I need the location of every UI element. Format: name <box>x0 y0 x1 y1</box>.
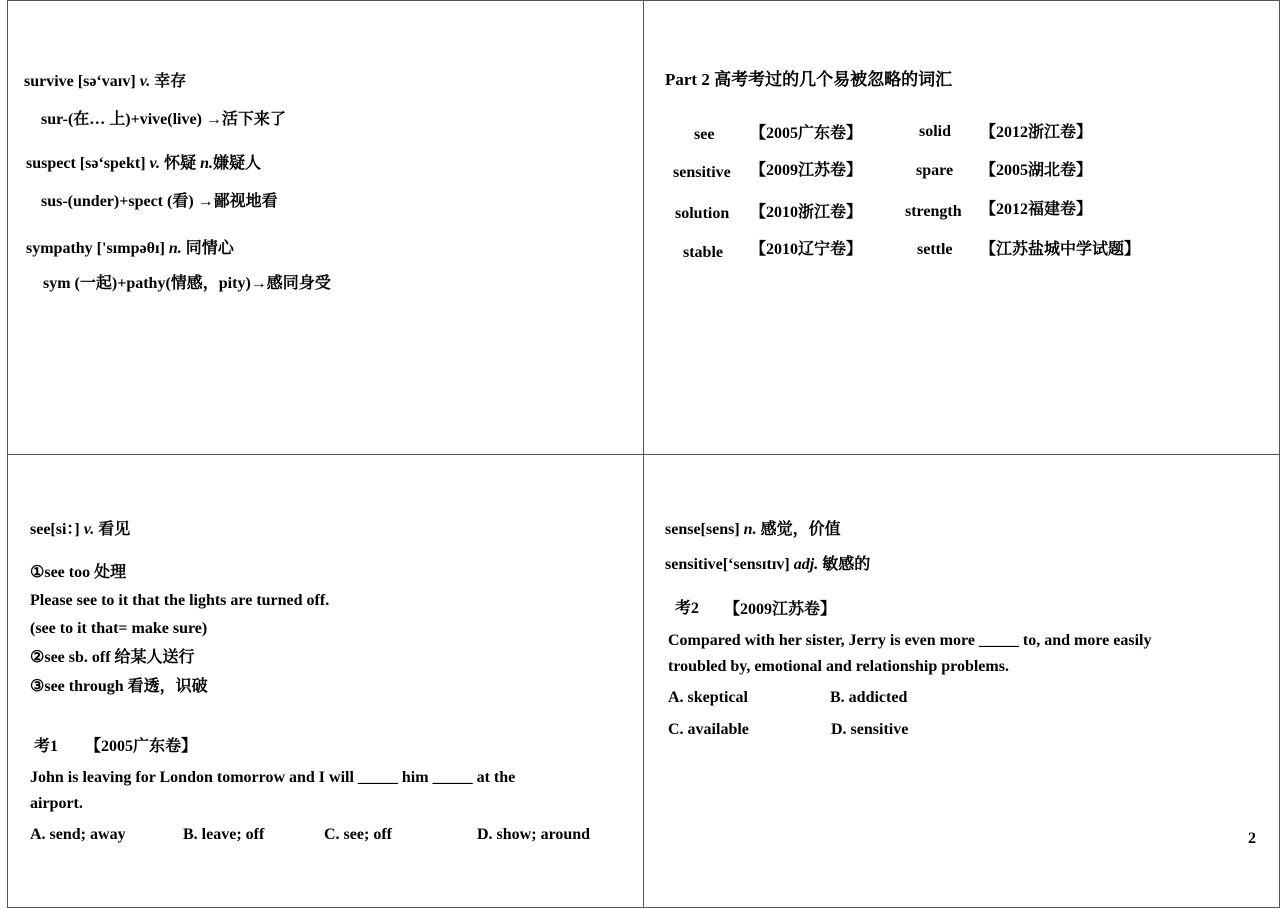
part-of-speech: adj. <box>793 556 819 573</box>
answer-option: D. show; around <box>477 826 591 843</box>
entry-headword: sensitive[‘sensɪtɪv] <box>665 556 794 573</box>
etymology-sympathy: sym (一起)+pathy(情感，pity)→感同身受 <box>43 275 331 292</box>
slide-title: Part 2 高考考过的几个易被忽略的词汇 <box>665 70 953 89</box>
part-of-speech: n. <box>168 240 182 257</box>
entry-headword: sense[sens] <box>665 521 744 538</box>
part-of-speech: v. <box>149 155 161 172</box>
word-list-source: 【江苏盐城中学试题】 <box>980 241 1141 258</box>
exam-source: 【2005广东卷】 <box>85 738 198 755</box>
entry-sensitive <box>665 555 870 575</box>
usage-line: Please see to it that the lights are turned off. <box>30 592 330 609</box>
entry-headword: see[si：] <box>30 521 84 538</box>
answer-option: A. skeptical <box>668 689 748 706</box>
word-list-source: 【2012浙江卷】 <box>980 124 1093 141</box>
exam-label: 考1 <box>34 738 59 755</box>
word-list-source: 【2005广东卷】 <box>750 125 863 142</box>
page-number: 2 <box>1248 830 1256 847</box>
word-list-item: settle <box>917 241 953 258</box>
word-list-item: sensitive <box>673 164 731 181</box>
usage-line: (see to it that= make sure) <box>30 620 208 637</box>
answer-option: D. sensitive <box>831 721 909 738</box>
word-list-source: 【2010辽宁卷】 <box>750 241 863 258</box>
part-of-speech: v. <box>139 73 151 90</box>
part-of-speech: n. <box>200 155 213 172</box>
word-list-item: solid <box>919 123 952 140</box>
part-of-speech: v. <box>83 521 95 538</box>
question-text: troubled by, emotional and relationship problems. <box>668 658 1009 675</box>
word-list-source: 【2012福建卷】 <box>980 201 1093 218</box>
question-text: John is leaving for London tomorrow and I will _____ him _____ at the <box>30 769 516 786</box>
entry-sense <box>665 520 841 540</box>
exam-source: 【2009江苏卷】 <box>724 601 837 618</box>
entry-sympathy <box>26 239 234 259</box>
answer-option: C. see; off <box>324 826 392 843</box>
question-text: airport. <box>30 795 83 812</box>
word-list-item: see <box>694 126 715 143</box>
word-list-source: 【2009江苏卷】 <box>750 162 863 179</box>
etymology-survive: sur-(在… 上)+vive(live) →活下来了 <box>41 111 286 128</box>
word-list-item: strength <box>905 203 962 220</box>
answer-option: C. available <box>668 721 749 738</box>
frame-center-horizontal-line <box>7 454 1280 455</box>
word-list-item: spare <box>916 162 954 179</box>
word-list-item: solution <box>675 205 730 222</box>
entry-gloss: 同情心 <box>181 240 234 257</box>
entry-gloss: 看见 <box>94 521 131 538</box>
entry-suspect <box>26 154 261 174</box>
entry-survive <box>24 72 186 92</box>
entry-headword: suspect [sə‘spekt] <box>26 155 150 172</box>
entry-gloss: 幸存 <box>150 73 187 90</box>
usage-line: ③see through 看透，识破 <box>30 678 208 695</box>
answer-option: A. send; away <box>30 826 126 843</box>
etymology-suspect: sus-(under)+spect (看) →鄙视地看 <box>41 193 278 210</box>
entry-gloss: 嫌疑人 <box>212 155 261 172</box>
exam-label: 考2 <box>675 600 700 617</box>
question-text: Compared with her sister, Jerry is even more _____ to, and more easily <box>668 632 1152 649</box>
usage-line: ①see too 处理 <box>30 564 127 581</box>
answer-option: B. addicted <box>830 689 908 706</box>
word-list-source: 【2010浙江卷】 <box>750 204 863 221</box>
entry-headword: survive [sə‘vaɪv] <box>24 73 140 90</box>
entry-headword: sympathy ['sɪmpəθɪ] <box>26 240 169 257</box>
entry-gloss: 怀疑 <box>160 155 201 172</box>
entry-see <box>30 520 130 540</box>
answer-option: B. leave; off <box>183 826 265 843</box>
part-of-speech: n. <box>743 521 757 538</box>
word-list-item: stable <box>683 244 723 261</box>
word-list-source: 【2005湖北卷】 <box>980 162 1093 179</box>
usage-line: ②see sb. off 给某人送行 <box>30 649 195 666</box>
entry-gloss: 感觉，价值 <box>756 521 841 538</box>
entry-gloss: 敏感的 <box>818 556 871 573</box>
